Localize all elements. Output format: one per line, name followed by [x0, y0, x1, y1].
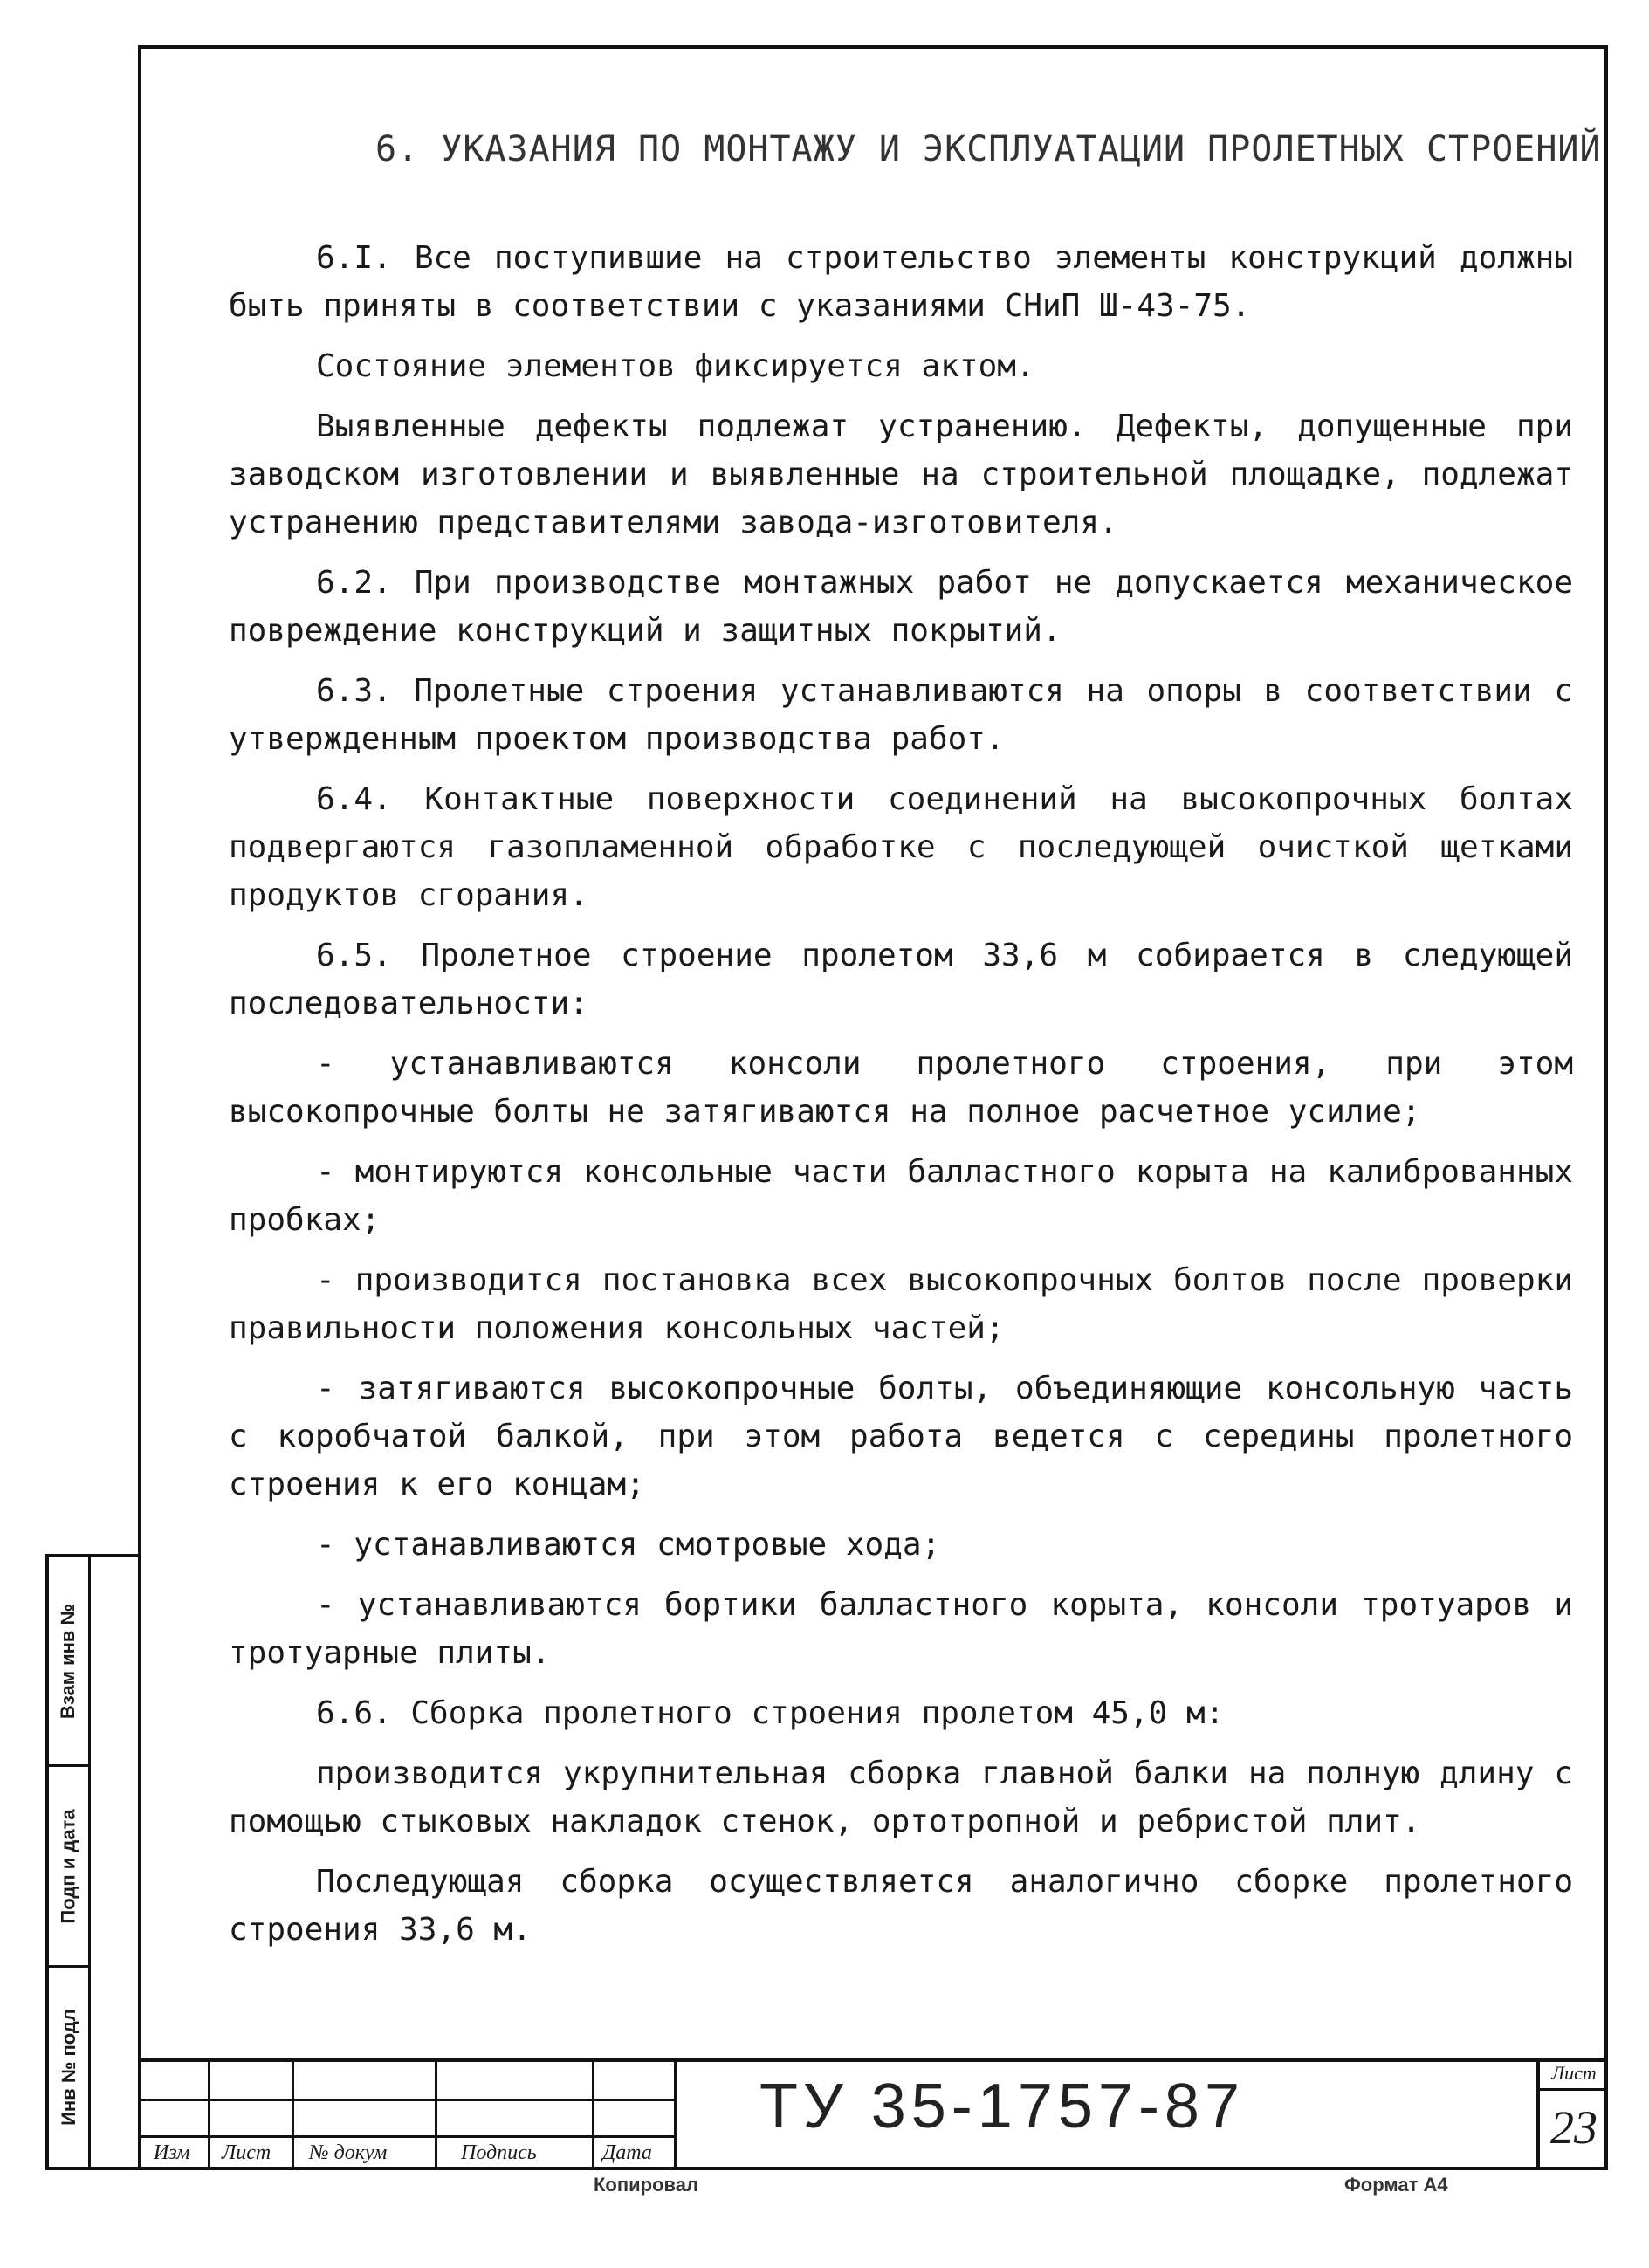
side-strip-label: Взам инв № — [57, 1603, 79, 1719]
paragraph: 6.2. При производстве монтажных работ не допускается механическое повреждение конструкций и защитных покрытий. — [229, 565, 1573, 649]
list-item: - устанавливаются смотровые хода; — [316, 1527, 941, 1563]
title-block-divider — [592, 2062, 594, 2170]
stamp-label-date: Дата — [602, 2141, 652, 2164]
paragraph: 6.6. Сборка пролетного строения пролетом 45,0 м: — [316, 1695, 1225, 1731]
document-code: ТУ 35-1757-87 — [759, 2072, 1246, 2141]
section-title: 6. УКАЗАНИЯ ПО МОНТАЖУ И ЭКСПЛУАТАЦИИ ПРОЛЕТНЫХ СТРОЕНИЙ — [375, 129, 1602, 169]
paragraph: 6.I. Все поступившие на строительство элементы конструкций должны быть приняты в соответствии с указаниями СНиП Ш-43-75. — [229, 240, 1573, 324]
title-block-divider — [208, 2062, 210, 2170]
paragraph: Состояние элементов фиксируется актом. — [316, 348, 1035, 384]
list-item: - устанавливаются консоли пролетного строения, при этом высокопрочные болты не затягиваются на полное расчетное усилие; — [229, 1046, 1573, 1130]
stamp-label-document: № докум — [309, 2141, 388, 2164]
side-strip-cell-original — [49, 1968, 91, 2167]
stamp-label-sheet: Лист — [222, 2141, 271, 2164]
list-item: - устанавливаются бортики балластного корыта, консоли тротуаров и тротуарные плиты. — [229, 1587, 1573, 1671]
paragraph: Выявленные дефекты подлежат устранению. Дефекты, допущенные при заводском изготовлении и выявленные на строительной площадке, подлежат устранению представителями завода-изготовителя. — [229, 409, 1573, 540]
list-item: - производится постановка всех высокопрочных болтов после проверки правильности положения консольных частей; — [229, 1262, 1573, 1346]
format-label: Формат А4 — [1344, 2174, 1448, 2196]
list-item: - монтируются консольные части балластного корыта на калиброванных пробках; — [229, 1154, 1573, 1238]
title-block-divider — [435, 2062, 437, 2170]
sheet-number-box — [1536, 2058, 1608, 2170]
side-strip-cell-replacement — [49, 1557, 91, 1767]
stamp-label-change: Изм — [154, 2141, 190, 2164]
stamp-label-signature: Подпись — [461, 2141, 537, 2164]
title-block-divider — [292, 2062, 294, 2170]
sheet-number: 23 — [1550, 2101, 1597, 2154]
paragraph: 6.4. Контактные поверхности соединений на высокопрочных болтах подвергаются газопламенной обработке с последующей очисткой щетками продуктов сгорания. — [229, 781, 1573, 913]
paragraph: 6.5. Пролетное строение пролетом 33,6 м собирается в следующей последовательности: — [229, 938, 1573, 1021]
paragraph: Последующая сборка осуществляется аналогично сборке пролетного строения 33,6 м. — [229, 1864, 1573, 1948]
paragraph: 6.3. Пролетные строения устанавливаются на опоры в соответствии с утвержденным проектом производства работ. — [229, 673, 1573, 757]
list-item: - затягиваются высокопрочные болты, объединяющие консольную часть с коробчатой балкой, при этом работа ведется с середины пролетного строения к его концам; — [229, 1371, 1573, 1502]
copied-by-label: Копировал — [594, 2174, 699, 2196]
document-body — [229, 234, 1573, 1966]
side-strip-label: Подп и дата — [57, 1808, 79, 1924]
title-block-divider — [674, 2062, 677, 2170]
side-strip — [45, 1554, 138, 2170]
side-strip-cell-signature — [49, 1767, 91, 1968]
side-strip-label: Инв № подл — [57, 2009, 79, 2126]
sheet-label: Лист — [1540, 2062, 1608, 2091]
paragraph: производится укрупнительная сборка главной балки на полную длину с помощью стыковых накладок стенок, ортотропной и ребристой плит. — [229, 1756, 1573, 1839]
